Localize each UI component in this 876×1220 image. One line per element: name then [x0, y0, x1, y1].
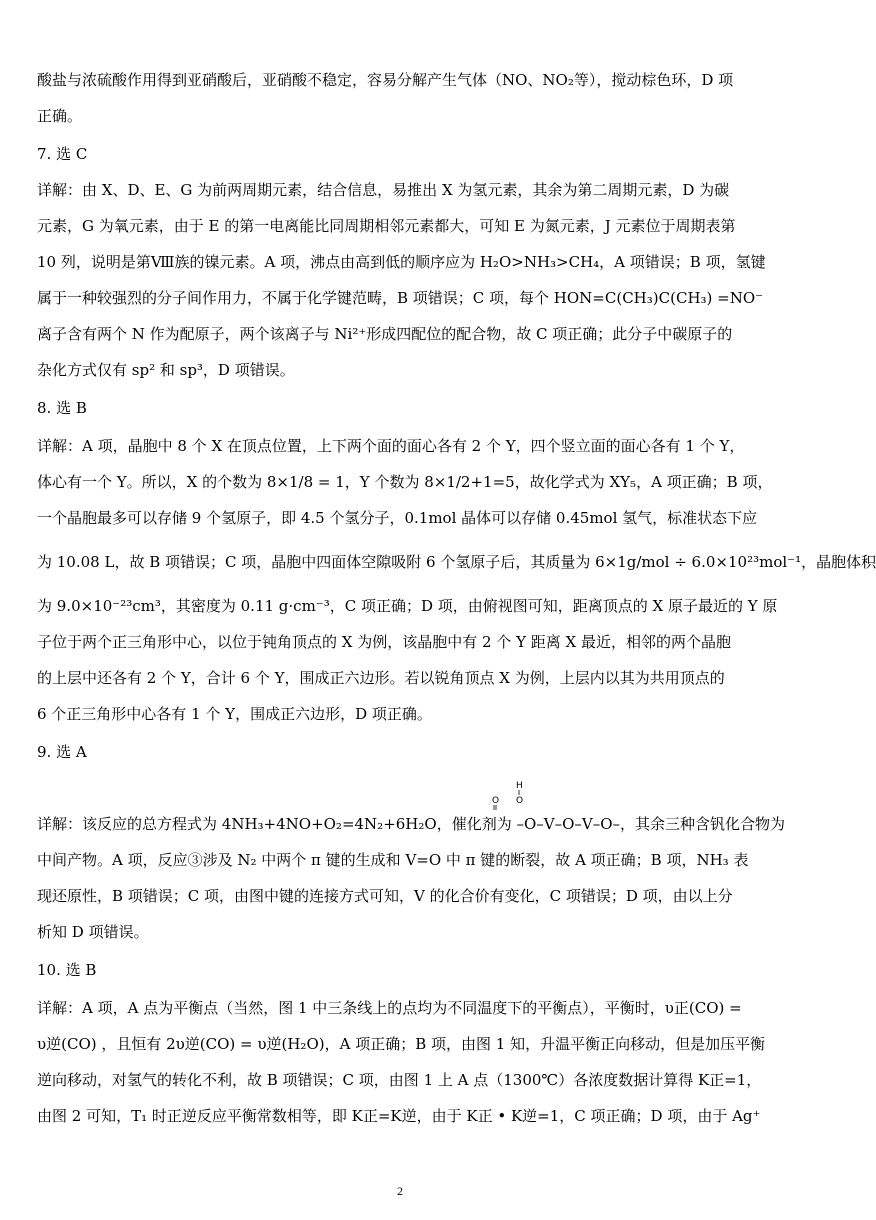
question-heading: 8. 选 B: [37, 399, 87, 417]
oxo-atom-label: O: [492, 796, 500, 806]
text-line: υ逆(CO) ，且恒有 2υ逆(CO) = υ逆(H₂O)，A 项正确；B 项，由图 1 知，升温平衡正向移动，但是加压平衡: [37, 1035, 766, 1053]
text-line: 详解：该反应的总方程式为 4NH₃+4NO+O₂=4N₂+6H₂O，催化剂为 –O–V–O–V–O–，其余三种含钒化合物为: [37, 815, 786, 833]
h-atom-label: H: [516, 781, 523, 791]
text-line: 详解：由 X、D、E、G 为前两周期元素，结合信息，易推出 X 为氢元素，其余为第二周期元素，D 为碳: [37, 181, 730, 199]
question-heading: 9. 选 A: [37, 743, 87, 761]
text-line: 为 9.0×10⁻²³cm³，其密度为 0.11 g·cm⁻³，C 项正确；D 项，由俯视图可知，距离顶点的 X 原子最近的 Y 原: [37, 597, 778, 615]
text-line: 由图 2 可知，T₁ 时正逆反应平衡常数相等，即 K正=K逆，由于 K正 • K逆=1，C 项正确；D 项，由于 Ag⁺: [37, 1107, 761, 1125]
question-heading: 7. 选 C: [37, 145, 88, 163]
text-line: 酸盐与浓硫酸作用得到亚硝酸后，亚硝酸不稳定，容易分解产生气体（NO、NO₂等），搅动棕色环，D 项: [37, 71, 734, 89]
text-line: 现还原性，B 项错误；C 项，由图中键的连接方式可知，V 的化合价有变化，C 项错误；D 项，由以上分: [37, 887, 733, 905]
text-line: 详解：A 项，A 点为平衡点（当然，图 1 中三条线上的点均为不同温度下的平衡点），平衡时，υ正(CO) =: [37, 999, 742, 1017]
text-line: 为 10.08 L，故 B 项错误；C 项，晶胞中四面体空隙吸附 6 个氢原子后，其质量为 6×1g/mol ÷ 6.0×10²³mol⁻¹，晶胞体积: [37, 553, 876, 571]
question-heading: 10. 选 B: [37, 961, 97, 979]
text-line: 体心有一个 Y。所以，X 的个数为 8×1/8 = 1，Y 个数为 8×1/2+1=5，故化学式为 XY₅，A 项正确；B 项，: [37, 473, 773, 491]
text-line: 子位于两个正三角形中心，以位于钝角顶点的 X 为例，该晶胞中有 2 个 Y 距离 X 最近，相邻的两个晶胞: [37, 633, 731, 651]
text-line: 析知 D 项错误。: [37, 923, 149, 941]
text-line: 10 列，说明是第Ⅷ族的镍元素。A 项，沸点由高到低的顺序应为 H₂O>NH₃>CH₄，A 项错误；B 项，氢键: [37, 253, 766, 271]
text-line: 离子含有两个 N 作为配原子，两个该离子与 Ni²⁺形成四配位的配合物，故 C 项正确；此分子中碳原子的: [37, 325, 733, 343]
text-line: 中间产物。A 项，反应③涉及 N₂ 中两个 π 键的生成和 V=O 中 π 键的断裂，故 A 项正确；B 项，NH₃ 表: [37, 851, 749, 869]
text-line: 杂化方式仅有 sp² 和 sp³，D 项错误。: [37, 361, 295, 379]
text-line: 元素，G 为氧元素，由于 E 的第一电离能比同周期相邻元素都大，可知 E 为氮元素，J 元素位于周期表第: [37, 217, 736, 235]
text-line: 一个晶胞最多可以存储 9 个氢原子，即 4.5 个氢分子，0.1mol 晶体可以存储 0.45mol 氢气，标准状态下应: [37, 509, 758, 527]
catalyst-structure: [470, 778, 610, 812]
o-atom-label: O: [516, 796, 524, 806]
text-line: 正确。: [37, 107, 83, 125]
text-line: 逆向移动，对氢气的转化不利，故 B 项错误；C 项，由图 1 上 A 点（1300℃）各浓度数据计算得 K正=1，: [37, 1071, 762, 1089]
text-line: 属于一种较强烈的分子间作用力，不属于化学键范畴，B 项错误；C 项，每个 HON=C(CH₃)C(CH₃) =NO⁻: [37, 289, 764, 307]
text-line: 的上层中还各有 2 个 Y，合计 6 个 Y，围成正六边形。若以锐角顶点 X 为例，上层内以其为共用顶点的: [37, 669, 725, 687]
text-line: 详解：A 项，晶胞中 8 个 X 在顶点位置，上下两个面的面心各有 2 个 Y，四个竖立面的面心各有 1 个 Y，: [37, 437, 745, 455]
page-number: 2: [397, 1184, 403, 1198]
text-line: 6 个正三角形中心各有 1 个 Y，围成正六边形，D 项正确。: [37, 705, 432, 723]
